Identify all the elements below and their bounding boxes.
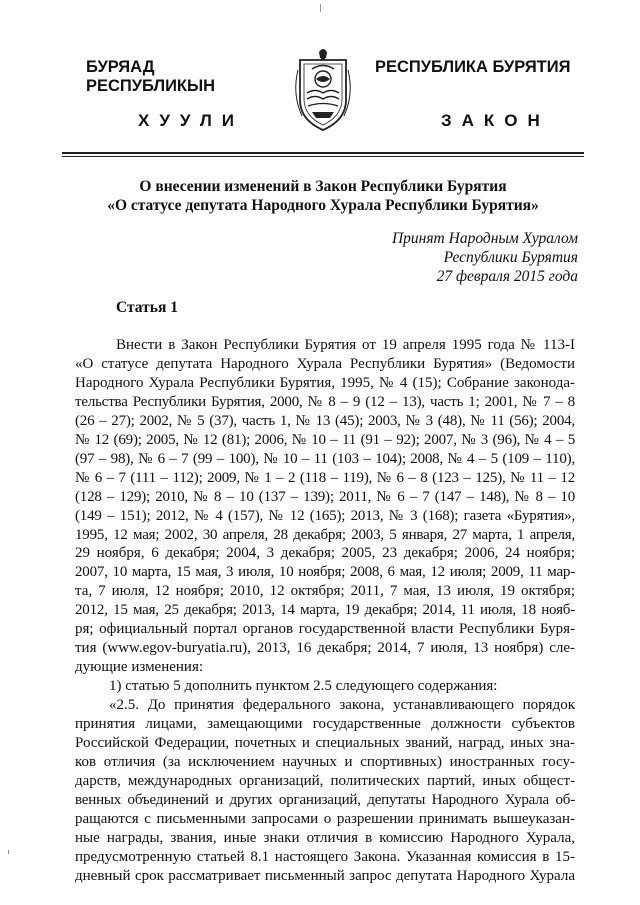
law-title: [62, 177, 584, 215]
body-line: Российской Федерации, почетных и специальных званий, наград, иных зна-: [75, 735, 575, 752]
body-line: тия (www.egov-buryatia.ru), 2013, 16 декабря; 2014, 7 июля, 13 ноября) сле-: [75, 640, 575, 657]
body-line: № 6 – 7 (111 – 112); 2009, № 1 – 2 (118 – 119), № 6 – 8 (123 – 125), № 11 – 12: [75, 469, 575, 486]
body-line: (26 – 27); 2002, № 5 (37), часть 1, № 13 (45); 2003, № 3 (48), № 11 (56); 2004,: [75, 412, 575, 429]
body-line: дарств, международных организаций, политических партий, иных общест-: [75, 772, 575, 789]
body-line: венных объединений и других организаций, депутаты Народного Хурала об-: [75, 791, 575, 808]
article-body: [75, 336, 575, 886]
header-right: [375, 58, 585, 130]
body-line: ков отличия (за исключением научных и спортивных) иностранных госу-: [75, 753, 575, 770]
article-heading: Статья 1: [116, 299, 178, 316]
adoption-date: 27 февраля 2015 года: [436, 268, 578, 285]
body-line: предусмотренную статьей 8.1 настоящего Закона. Указанная комиссия в 15-: [75, 848, 575, 865]
body-line: 29 ноября, 6 декабря; 2004, 3 декабря; 2005, 23 декабря; 2006, 24 ноября;: [75, 545, 575, 562]
body-line: 2012, 15 мая, 25 декабря; 2013, 14 марта, 19 декабря; 2014, 11 июля, 18 нояб-: [75, 602, 575, 619]
body-line: (128 – 129); 2010, № 8 – 10 (137 – 139); 2011, № 6 – 7 (147 – 148), № 8 – 10: [75, 488, 575, 505]
body-line: 1995, 12 мая; 2002, 30 апреля, 28 декабря; 2003, 5 января, 27 марта, 1 апреля,: [75, 526, 575, 543]
header-left-subtitle: ХУУЛИ: [138, 111, 244, 130]
body-line: ря; официальный портал органов государственной власти Республики Буря-: [75, 621, 575, 638]
body-line: «2.5. До принятия федерального закона, устанавливающего порядок: [109, 697, 575, 714]
body-line: Народного Хурала Республики Бурятия, 1995, № 4 (15); Собрание законода-: [75, 374, 575, 391]
body-line: Внести в Закон Республики Бурятия от 19 апреля 1995 года № 113-I: [116, 337, 575, 353]
header-left: [86, 58, 286, 130]
header-rule-thin: [62, 156, 584, 157]
law-title-line: «О статусе депутата Народного Хурала Республики Бурятия»: [107, 197, 539, 214]
header-right-subtitle: ЗАКОН: [441, 111, 550, 130]
body-line: дующие изменения:: [75, 659, 204, 676]
header-right-title: РЕСПУБЛИКА БУРЯТИЯ: [375, 58, 571, 76]
adoption-note: [392, 229, 578, 286]
law-title-line: О внесении изменений в Закон Республики Бурятия: [139, 178, 507, 195]
header-rule-thick: [62, 152, 584, 154]
body-line: 1) статью 5 дополнить пунктом 2.5 следующего содержания:: [109, 678, 498, 695]
body-line: 2007, 10 марта, 15 мая, 3 июля, 10 ноября; 2008, 6 мая, 12 июля; 2009, 11 мар-: [75, 564, 575, 581]
header-left-title: БУРЯАД РЕСПУБЛИКЫН: [86, 58, 216, 95]
adoption-line: Принят Народным Хуралом: [391, 230, 578, 247]
body-line: (97 – 98), № 6 – 7 (99 – 100), № 10 – 11 (103 – 104); 2008, № 4 – 5 (109 – 110),: [75, 450, 575, 467]
scan-mark-margin: [8, 850, 9, 854]
coat-of-arms-emblem-icon: [290, 46, 356, 134]
body-line: ращаются с письменными запросами о разрешении принимать вышеуказан-: [75, 810, 575, 827]
body-line: тельства Республики Бурятия, 2000, № 8 – 9 (12 – 13), часть 1; 2001, № 7 – 8: [75, 393, 575, 410]
body-line: ные награды, звания, иные знаки отличия в комиссию Народного Хурала,: [75, 829, 575, 846]
scan-mark-top: [320, 4, 321, 12]
body-line: принятия лицами, замещающими государственные должности субъектов: [75, 716, 575, 733]
adoption-line: Республики Бурятия: [443, 249, 578, 266]
body-line: дневный срок рассматривает письменный запрос депутата Народного Хурала: [75, 867, 575, 884]
body-line: «О статусе депутата Народного Хурала Республики Бурятия» (Ведомости: [75, 355, 575, 372]
body-line: (149 – 151); 2012, № 4 (157), № 12 (165); 2013, № 3 (168); газета «Бурятия»,: [75, 507, 575, 524]
body-line: № 12 (69); 2005, № 12 (81); 2006, № 10 – 11 (91 – 92); 2007, № 3 (96), № 4 – 5: [75, 431, 575, 448]
body-line: та, 7 июля, 12 ноября; 2010, 12 октября; 2011, 7 мая, 13 июля, 19 октября;: [75, 583, 575, 600]
